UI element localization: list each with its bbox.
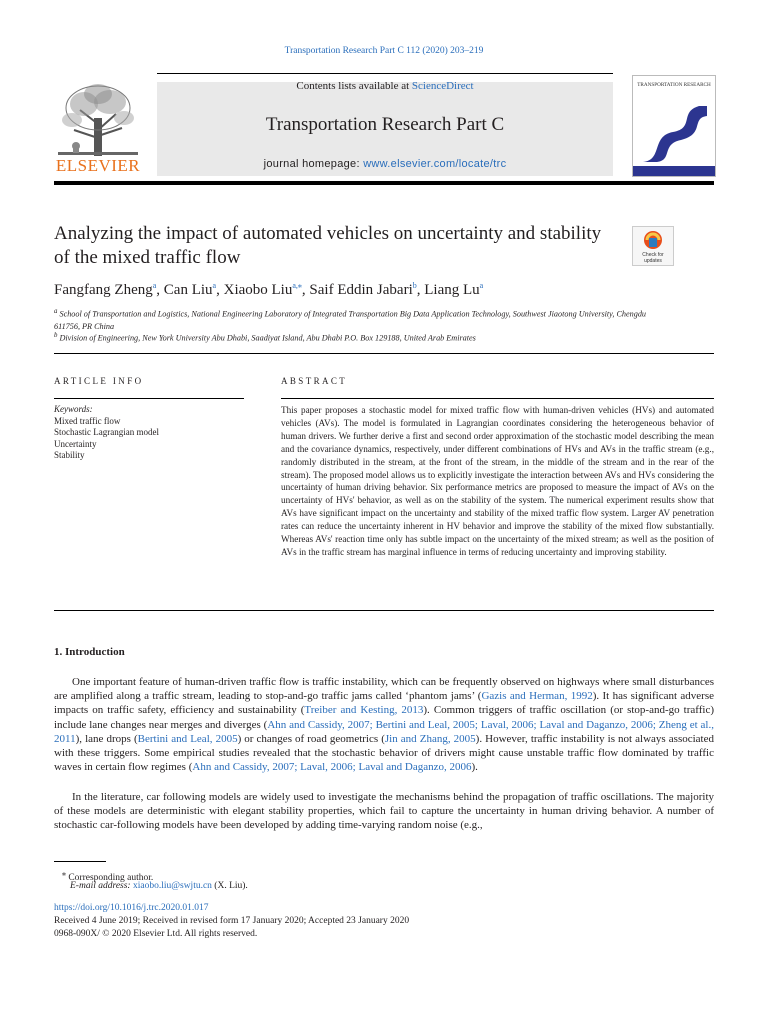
cover-title: TRANSPORTATION RESEARCH bbox=[637, 82, 711, 88]
keyword: Uncertainty bbox=[54, 438, 97, 449]
divider bbox=[54, 610, 714, 611]
paragraph-text: ). It has significant adverse impacts on traffic safety, efficiency and sustainability ( bbox=[54, 690, 715, 717]
section-heading: 1. Introduction bbox=[54, 646, 125, 658]
keyword: Stochastic Lagrangian model bbox=[54, 427, 159, 438]
contents-prefix: Contents lists available at bbox=[296, 80, 412, 92]
received-dates: Received 4 June 2019; Received in revised form 17 January 2020; Accepted 23 January 2020 bbox=[54, 916, 410, 926]
footnote-rule bbox=[54, 861, 106, 862]
paragraph-text: One important feature of human-driven traffic flow is traffic instability, which can be frequently observed on highways where small disturbances are amplified along a traffic stream, leading to stop-and-go traffic jams called ‘phantom jams’ ( bbox=[54, 676, 714, 703]
citation-link[interactable]: Ahn and Cassidy, 2007; Bertini and Leal, 2005; Laval, 2006; Laval and Daganzo, 2006; Zheng et al., 2011 bbox=[54, 718, 714, 745]
email-suffix: (X. Liu). bbox=[211, 881, 248, 891]
citation-link[interactable]: Gazis and Herman, 1992 bbox=[481, 690, 593, 703]
author[interactable]: Saif Eddin Jabari bbox=[309, 282, 413, 298]
divider bbox=[54, 353, 714, 354]
author[interactable]: Fangfang Zheng bbox=[54, 282, 153, 298]
affil-mark: b bbox=[54, 332, 58, 339]
affil-mark: a bbox=[54, 308, 58, 315]
journal-title: Transportation Research Part C bbox=[265, 114, 505, 135]
author-affil-mark[interactable]: b bbox=[412, 281, 417, 290]
footnote-mark: ⁎ bbox=[62, 869, 66, 878]
email-label: E-mail address: bbox=[70, 881, 131, 891]
elsevier-wordmark: ELSEVIER bbox=[55, 156, 141, 175]
author-affil-mark[interactable]: a bbox=[212, 281, 217, 290]
paragraph-text: ) or changes of road geometrics ( bbox=[237, 732, 385, 745]
author[interactable]: Liang Lu bbox=[424, 282, 480, 298]
author-affil-mark[interactable]: a,⁎ bbox=[292, 281, 302, 290]
author[interactable]: Xiaobo Liu bbox=[223, 282, 293, 298]
copyright-line: 0968-090X/ © 2020 Elsevier Ltd. All rights reserved. bbox=[54, 929, 258, 939]
homepage-link[interactable]: www.elsevier.com/locate/trc bbox=[363, 158, 507, 170]
paragraph-text: ). However, traffic instability is not always associated with these triggers. Some empirical studies revealed that the stochastic behavior of drivers might cause unstable traffic flow dominated by traffic waves in certain flow regimes ( bbox=[54, 732, 714, 774]
affil-text: School of Transportation and Logistics, National Engineering Laboratory of Integrated Transportation Big Data Application Technology, Southwest Jiaotong University, Chengdu 611756, PR China bbox=[54, 309, 647, 331]
keyword: Mixed traffic flow bbox=[54, 415, 121, 426]
footnote-text: Corresponding author. bbox=[68, 873, 154, 884]
crossmark-icon bbox=[633, 227, 673, 265]
author[interactable]: Can Liu bbox=[163, 282, 213, 298]
journal-homepage bbox=[157, 158, 613, 170]
citation-link[interactable]: Treiber and Kesting, 2013 bbox=[304, 704, 424, 717]
citation-link[interactable]: Jin and Zhang, 2005 bbox=[384, 732, 476, 745]
citation-link[interactable]: Ahn and Cassidy, 2007; Laval, 2006; Laval and Daganzo, 2006 bbox=[192, 761, 472, 774]
paragraph-text: ). bbox=[471, 761, 478, 774]
article-title: Analyzing the impact of automated vehicles on uncertainty and stability of the mixed traffic flow bbox=[54, 223, 602, 268]
email-link[interactable]: xiaobo.liu@swjtu.cn bbox=[132, 881, 212, 891]
email-note bbox=[70, 880, 248, 893]
crossmark-label-1: Check for bbox=[642, 252, 664, 258]
affiliation-b bbox=[54, 330, 654, 345]
journal-cover-thumbnail[interactable] bbox=[632, 75, 716, 177]
header-rule-bottom bbox=[54, 181, 714, 185]
crossmark-label-2: updates bbox=[644, 258, 662, 264]
keyword: Stability bbox=[54, 450, 85, 461]
intro-paragraph-1 bbox=[54, 675, 714, 774]
homepage-prefix: journal homepage: bbox=[263, 158, 364, 170]
affiliation-a bbox=[54, 306, 654, 333]
paragraph-content bbox=[54, 676, 714, 773]
author-list: Fangfang Zheng$^a$, Can Liu$^a$, Xiaobo Liu$^{a,⁎}$, Saif Eddin Jabari$^b$, Liang Lu$^a$ bbox=[54, 281, 484, 298]
divider bbox=[54, 398, 244, 399]
header-rule-top bbox=[157, 73, 613, 74]
citation-link[interactable]: Bertini and Leal, 2005 bbox=[137, 732, 238, 745]
article-info-heading: ARTICLE INFO bbox=[54, 376, 144, 386]
paragraph-content: In the literature, car following models are widely used to investigate the mechanisms behind the propagation of traffic oscillations. The majority of these models are deterministic with elegant stability properties, which fail to capture the uncertainty in human driving behavior. A number of stochastic car-following models have been developed by adding time-varying random noise (e.g., bbox=[54, 791, 714, 832]
sciencedirect-link[interactable]: ScienceDirect bbox=[411, 80, 474, 92]
keywords-block bbox=[54, 404, 159, 462]
abstract-heading: ABSTRACT bbox=[281, 376, 348, 386]
check-for-updates-badge[interactable] bbox=[632, 226, 674, 266]
author-affil-mark[interactable]: a bbox=[479, 281, 484, 290]
journal-citation-link[interactable]: Transportation Research Part C 112 (2020) 203–219 bbox=[284, 46, 484, 56]
keywords-label: Keywords: bbox=[54, 404, 93, 414]
author-affil-mark[interactable]: a bbox=[152, 281, 157, 290]
affil-text: Division of Engineering, New York University Abu Dhabi, Saadiyat Island, Abu Dhabi P.O. Box 129188, United Arab Emirates bbox=[59, 333, 476, 343]
paragraph-text: ), lane drops ( bbox=[75, 732, 138, 745]
divider bbox=[281, 398, 714, 399]
abstract-text: This paper proposes a stochastic model for mixed traffic flow with human-driven vehicles (HVs) and automated vehicles (AVs). The model is formulated in Lagrangian coordinates considering the heterogeneous behavior of human drivers. We further derive a first and second order approximation of the stochastic model describing the mean and the covariance dynamics, respectively, under different combinations of HVs and AVs in the traffic stream (e.g., randomly distributed in the stream, at the front of the stream, in the middle of the stream and in the rear of the stream). The proposed model allows us to explicitly investigate the interaction between AVs and HVs considering the uncertainty of human driving behavior. Six performance metrics are proposed to measure the impact of AVs on the uncertainty of HVs' behavior, as well as on the stability of the system. The numerical experiment results show that AVs have significant impact on the uncertainty and stability of the mixed traffic flow system. Larger AV penetration rates can reduce the uncertainty inherent in HV behavior and improve the stability of the mixed flow substantially. Whereas AVs' reaction time only has subtle impact on the uncertainty of the mixed stream; as well as the position of AVs in the traffic stream has marginal influence in terms of reducing uncertainty and improving stability. bbox=[281, 405, 714, 557]
doi-link[interactable]: https://doi.org/10.1016/j.trc.2020.01.017 bbox=[54, 903, 209, 913]
journal-cover-image bbox=[633, 76, 715, 176]
contents-line bbox=[157, 80, 613, 92]
paragraph-text: ). Common triggers of traffic oscillation (or stop-and-go traffic) include lane changes near merges and diverges ( bbox=[54, 704, 714, 731]
intro-paragraph-2 bbox=[54, 790, 714, 833]
